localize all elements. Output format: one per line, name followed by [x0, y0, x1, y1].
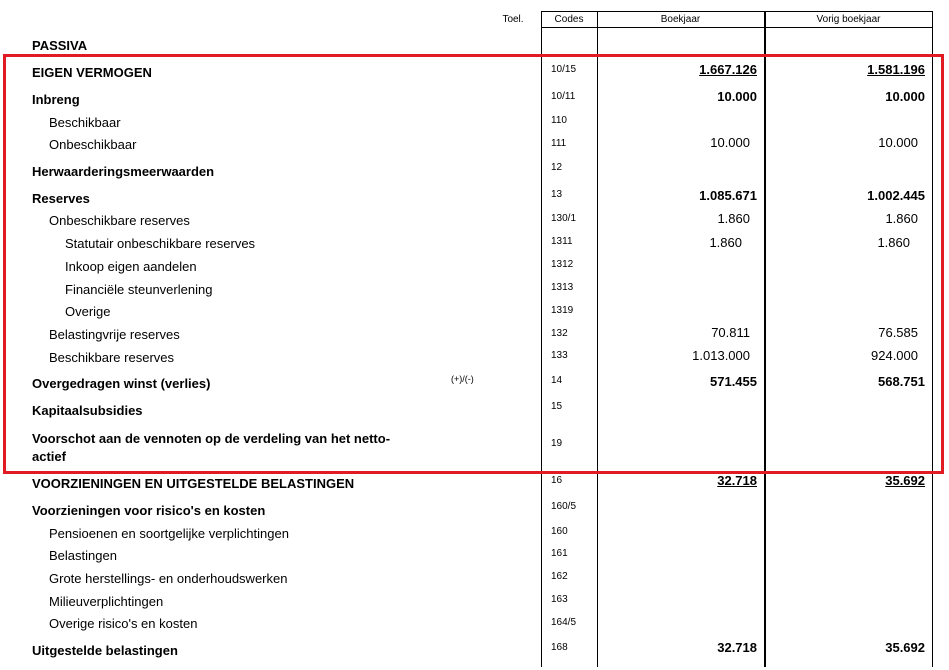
- row-code: 1319: [551, 305, 574, 316]
- row-label: Onbeschikbaar: [49, 137, 137, 152]
- row-code: 16: [551, 475, 563, 486]
- row-code: 161: [551, 548, 568, 559]
- row-code: 160: [551, 526, 568, 537]
- row-code: 1313: [551, 282, 574, 293]
- row-code: 1311: [551, 236, 573, 247]
- row-code: 10/11: [551, 91, 576, 102]
- row-code: 14: [551, 375, 563, 386]
- row-value-previous: 568.751: [878, 374, 925, 389]
- row-value-current: 10.000: [710, 135, 750, 150]
- row-code: 15: [551, 401, 563, 412]
- row-value-previous: 1.860: [877, 235, 910, 250]
- row-code: 164/5: [551, 617, 577, 628]
- row-value-current: 1.667.126: [699, 62, 757, 77]
- row-value-previous: 76.585: [878, 325, 918, 340]
- row-label: Inkoop eigen aandelen: [65, 259, 197, 274]
- row-value-current: 32.718: [717, 640, 757, 655]
- row-value-previous: 1.581.196: [867, 62, 925, 77]
- section-title: PASSIVA: [32, 38, 88, 53]
- row-label-line2: actief: [32, 449, 66, 464]
- row-label: Overgedragen winst (verlies): [32, 376, 211, 391]
- header-toel: Toel.: [502, 14, 524, 25]
- row-label: Financiële steunverlening: [65, 282, 213, 297]
- row-label: Grote herstellings- en onderhoudswerken: [49, 571, 288, 586]
- row-label: Uitgestelde belastingen: [32, 643, 178, 658]
- header-vorig-boekjaar: Vorig boekjaar: [816, 14, 881, 25]
- row-value-previous: 1.860: [885, 211, 918, 226]
- row-label: Inbreng: [32, 92, 80, 107]
- row-code: 160/5: [551, 501, 577, 512]
- row-label: Reserves: [32, 191, 90, 206]
- row-value-current: 1.013.000: [692, 348, 750, 363]
- row-value-current: 1.085.671: [699, 188, 757, 203]
- row-value-current: 10.000: [717, 89, 757, 104]
- row-label: Overige risico's en kosten: [49, 616, 198, 631]
- row-label: Belastingvrije reserves: [49, 327, 180, 342]
- row-code: 10/15: [551, 64, 577, 75]
- table-top-line: [541, 11, 933, 12]
- row-code: 13: [551, 189, 563, 200]
- row-code: 168: [551, 642, 568, 653]
- row-code: 1312: [551, 259, 574, 270]
- row-code: 162: [551, 571, 568, 582]
- row-code: 19: [551, 438, 563, 449]
- row-value-current: 70.811: [711, 325, 750, 340]
- row-value-current: 571.455: [710, 374, 757, 389]
- row-code: 130/1: [551, 213, 577, 224]
- row-value-previous: 924.000: [871, 348, 918, 363]
- row-toel: (+)/(-): [451, 374, 474, 384]
- row-label: Voorzieningen voor risico's en kosten: [32, 503, 266, 518]
- row-label: Milieuverplichtingen: [49, 594, 164, 609]
- row-label: Kapitaalsubsidies: [32, 403, 143, 418]
- row-code: 12: [551, 162, 563, 173]
- row-value-previous: 35.692: [885, 640, 925, 655]
- row-code: 163: [551, 594, 568, 605]
- row-label: Beschikbare reserves: [49, 350, 174, 365]
- header-bottom-line: [541, 27, 933, 28]
- row-label: Statutair onbeschikbare reserves: [65, 236, 256, 251]
- row-code: 111: [551, 138, 567, 149]
- highlight-box: [3, 54, 944, 474]
- row-value-current: 1.860: [717, 211, 750, 226]
- row-code: 110: [551, 115, 567, 126]
- row-value-previous: 10.000: [878, 135, 918, 150]
- row-code: 133: [551, 350, 568, 361]
- row-label: Belastingen: [49, 548, 117, 563]
- row-value-previous: 35.692: [885, 473, 925, 488]
- row-value-previous: 10.000: [885, 89, 925, 104]
- row-label: EIGEN VERMOGEN: [32, 65, 152, 80]
- row-label: Herwaarderingsmeerwaarden: [32, 164, 215, 179]
- header-codes: Codes: [554, 14, 584, 25]
- row-label: Beschikbaar: [49, 115, 121, 130]
- row-value-current: 32.718: [717, 473, 757, 488]
- row-value-current: 1.860: [709, 235, 742, 250]
- row-label-line1: Voorschot aan de vennoten op de verdeling van het netto-: [32, 431, 391, 446]
- row-label: Pensioenen en soortgelijke verplichtingen: [49, 526, 289, 541]
- row-label: VOORZIENINGEN EN UITGESTELDE BELASTINGEN: [32, 476, 355, 491]
- header-boekjaar: Boekjaar: [660, 14, 701, 25]
- row-code: 132: [551, 328, 568, 339]
- row-label: Overige: [65, 304, 111, 319]
- row-value-previous: 1.002.445: [867, 188, 925, 203]
- row-label: Onbeschikbare reserves: [49, 213, 190, 228]
